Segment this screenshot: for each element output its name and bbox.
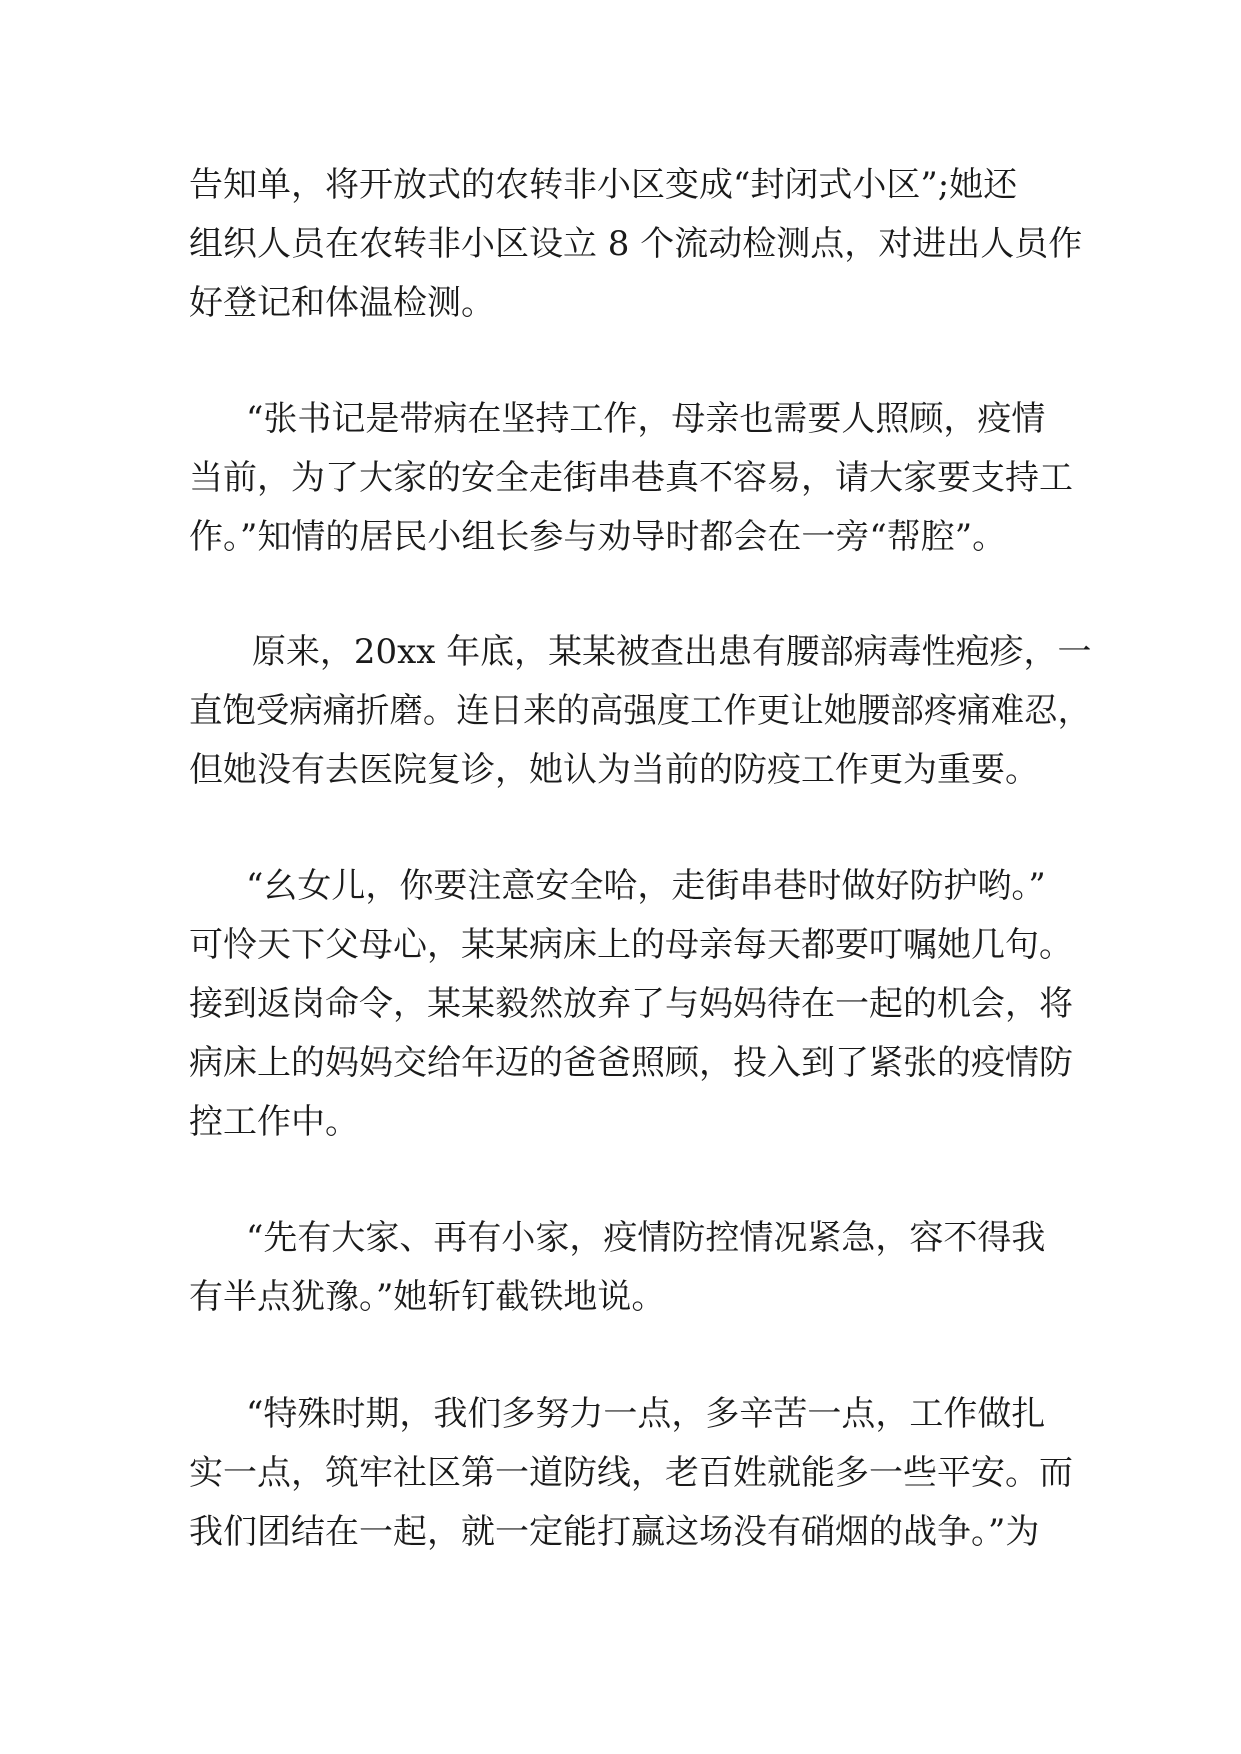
line-text: 作。”知情的居民小组长参与劝导时都会在一旁“帮腔”。 [189,517,1007,557]
text-line [0,681,1241,741]
line-text: “幺女儿，你要注意安全哈，走街串巷时做好防护哟。” [246,866,1046,906]
text-line [0,507,1241,567]
text-line [0,214,1241,274]
text-line [0,1092,1241,1152]
text-line [0,974,1241,1034]
line-text: 组织人员在农转非小区设立 8 个流动检测点，对进出人员作 [189,224,1083,264]
line-text: 原来，20xx 年底，某某被查出患有腰部病毒性疱疹，一 [252,632,1092,672]
line-text: 有半点犹豫。”她斩钉截铁地说。 [189,1277,666,1317]
line-text: 告知单，将开放式的农转非小区变成“封闭式小区”;她还 [189,165,1018,205]
text-line [0,856,1241,916]
text-line [0,915,1241,975]
text-line [0,622,1241,682]
text-line [0,448,1241,508]
text-line [0,389,1241,449]
text-line [0,740,1241,800]
text-line [0,1502,1241,1562]
line-text: 可怜天下父母心，某某病床上的母亲每天都要叮嘱她几句。 [189,925,1073,965]
text-line [0,155,1241,215]
line-text: 我们团结在一起，就一定能打赢这场没有硝烟的战争。”为 [189,1512,1040,1552]
line-text: 控工作中。 [189,1102,359,1142]
text-line [0,1208,1241,1268]
line-text: 实一点，筑牢社区第一道防线，老百姓就能多一些平安。而 [189,1453,1073,1493]
line-text: “特殊时期，我们多努力一点，多辛苦一点，工作做扎 [246,1394,1046,1434]
line-text: “先有大家、再有小家，疫情防控情况紧急，容不得我 [246,1218,1046,1258]
line-text: 好登记和体温检测。 [189,283,495,323]
line-text: “张书记是带病在坚持工作，母亲也需要人照顾，疫情 [246,399,1046,439]
text-line [0,1033,1241,1093]
text-line [0,1384,1241,1444]
text-line [0,1443,1241,1503]
line-text: 接到返岗命令，某某毅然放弃了与妈妈待在一起的机会，将 [189,984,1073,1024]
text-line [0,273,1241,333]
line-text: 但她没有去医院复诊，她认为当前的防疫工作更为重要。 [189,750,1039,790]
line-text: 当前，为了大家的安全走街串巷真不容易，请大家要支持工 [189,458,1073,498]
text-line [0,1267,1241,1327]
line-text: 直饱受病痛折磨。连日来的高强度工作更让她腰部疼痛难忍， [189,691,1091,731]
line-text: 病床上的妈妈交给年迈的爸爸照顾，投入到了紧张的疫情防 [189,1043,1073,1083]
